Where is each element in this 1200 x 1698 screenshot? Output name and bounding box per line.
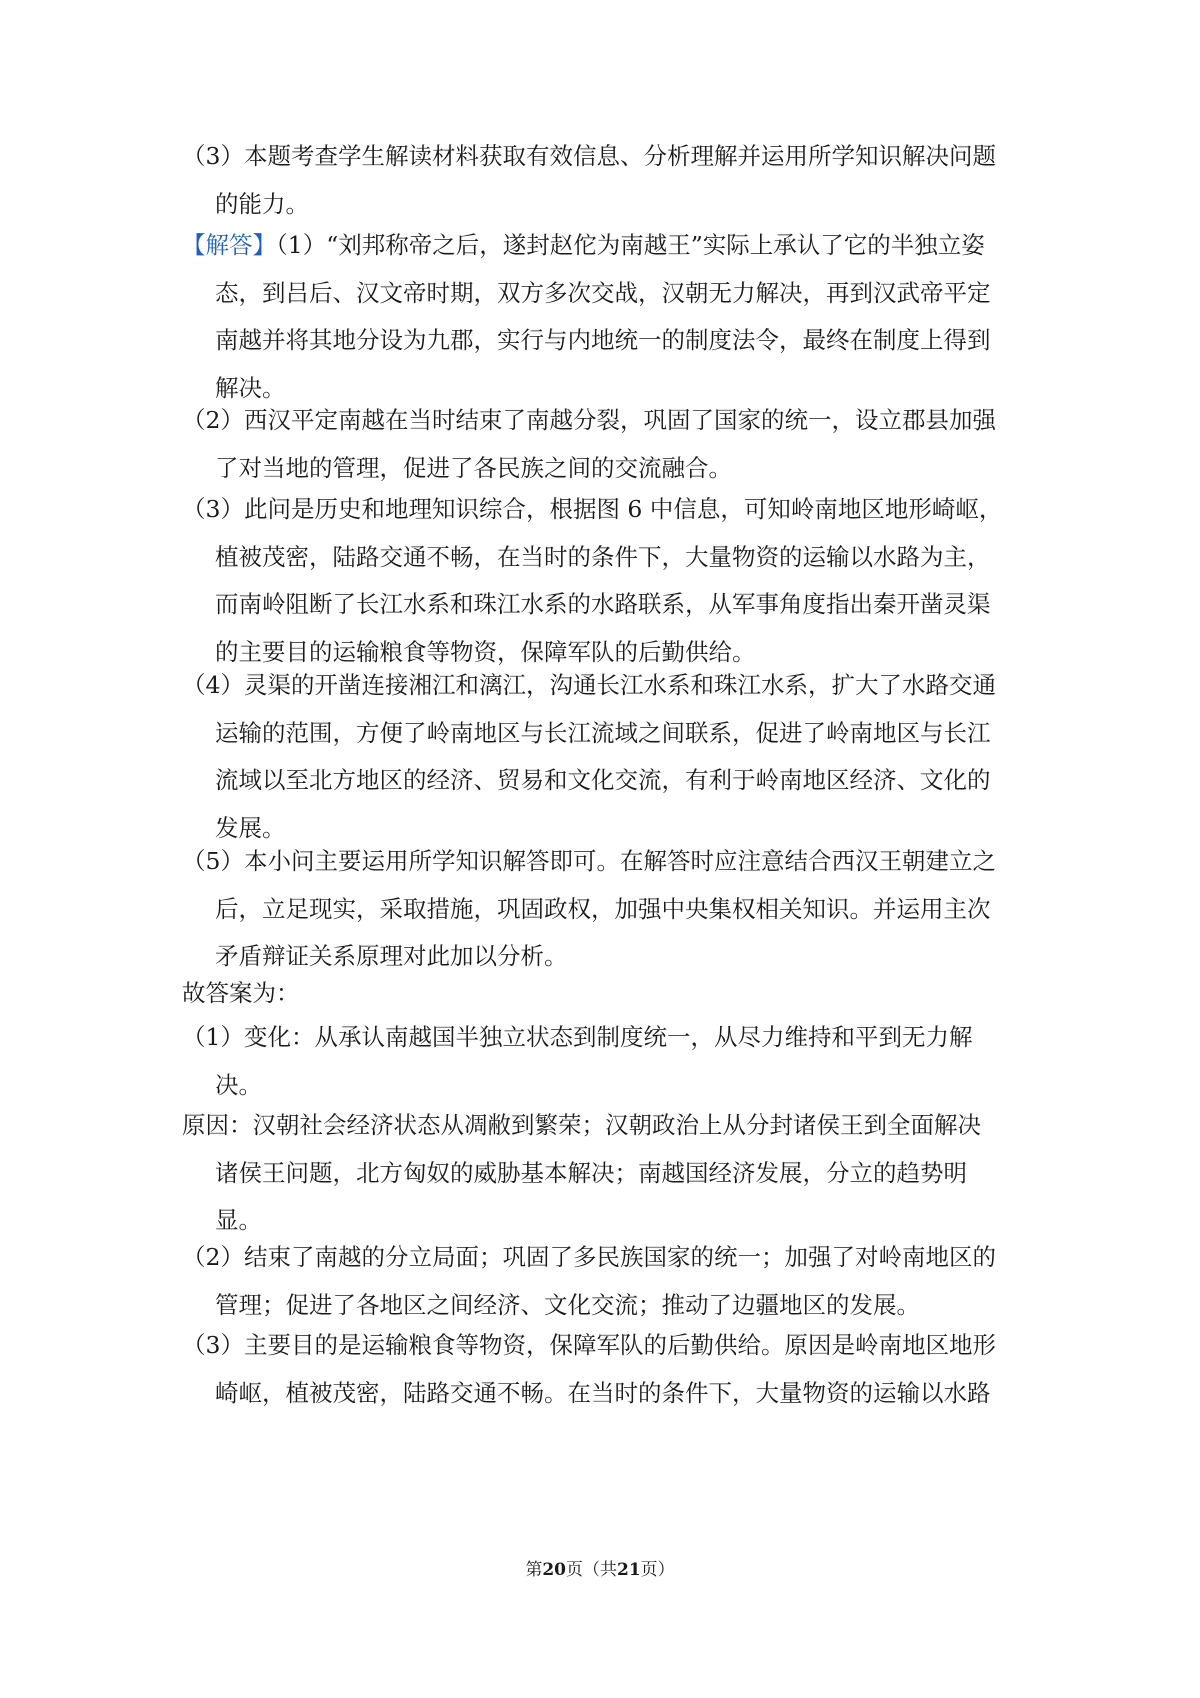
paragraph-answer-3 <box>182 486 1032 676</box>
footer-prefix: 第 <box>525 1560 543 1580</box>
current-page-number: 20 <box>542 1560 566 1580</box>
text-line: 态，到吕后、汉文帝时期，双方多次交战，汉朝无力解决，再到汉武帝平定 <box>215 278 991 307</box>
text-line: （1）变化：从承认南越国半独立状态到制度统一，从尽力维持和平到无力解 <box>182 1023 973 1051</box>
text-line: （3）此问是历史和地理知识综合，根据图 6 中信息，可知岭南地区地形崎岖， <box>182 495 1003 523</box>
text-line: 运输的范围，方便了岭南地区与长江流域之间联系，促进了岭南地区与长江 <box>215 718 991 747</box>
text-line: 诸侯王问题，北方匈奴的威胁基本解决；南越国经济发展，分立的趋势明 <box>215 1158 967 1187</box>
text-line: （2）西汉平定南越在当时结束了南越分裂，巩固了国家的统一，设立郡县加强 <box>182 406 996 434</box>
text-line: （2）结束了南越的分立局面；巩固了多民族国家的统一；加强了对岭南地区的 <box>182 1243 996 1271</box>
footer-suffix: 页） <box>640 1560 675 1580</box>
footer-middle: 页（共 <box>566 1560 617 1580</box>
text-line: 矛盾辩证关系原理对此加以分析。 <box>215 942 568 970</box>
paragraph-answer-2 <box>182 397 1032 492</box>
text-line: 管理；促进了各地区之间经济、文化交流；推动了边疆地区的发展。 <box>215 1290 920 1319</box>
paragraph-analysis-3 <box>182 133 1032 228</box>
text-line: 显。 <box>215 1206 262 1234</box>
paragraph-final-2 <box>182 1234 1032 1329</box>
paragraph-answer-5 <box>182 838 1032 981</box>
text-line: 后，立足现实，采取措施，巩固政权，加强中央集权相关知识。并运用主次 <box>215 894 991 923</box>
paragraph-final-3 <box>182 1322 1032 1417</box>
paragraph-final-reason <box>182 1102 1032 1245</box>
text-line: 故答案为： <box>182 979 300 1007</box>
text-line: （5）本小问主要运用所学知识解答即可。在解答时应注意结合西汉王朝建立之 <box>182 847 996 875</box>
page-footer <box>0 1555 1200 1580</box>
text-line: 原因：汉朝社会经济状态从凋敝到繁荣；汉朝政治上从分封诸侯王到全面解决 <box>182 1111 981 1139</box>
text-line: （3）本题考查学生解读材料获取有效信息、分析理解并运用所学知识解决问题 <box>182 142 996 170</box>
text-line: 决。 <box>215 1070 262 1099</box>
text-line: （4）灵渠的开凿连接湘江和漓江，沟通长江水系和珠江水系，扩大了水路交通 <box>182 671 996 699</box>
paragraph-answer-4 <box>182 662 1032 852</box>
text-line: 流域以至北方地区的经济、贸易和文化交流，有利于岭南地区经济、文化的 <box>215 766 991 794</box>
paragraph-final-1 <box>182 1014 1032 1109</box>
total-pages-number: 21 <box>617 1560 641 1580</box>
text-line: 发展。 <box>215 813 286 842</box>
text-line: 植被茂密，陆路交通不畅，在当时的条件下，大量物资的运输以水路为主， <box>215 542 991 571</box>
text-line-rest: （1）“刘邦称帝之后，遂封赵佗为南越王”实际上承认了它的半独立姿 <box>276 231 985 259</box>
text-line: （3）主要目的是运输粮食等物资，保障军队的后勤供给。原因是岭南地区地形 <box>182 1331 996 1359</box>
text-line: 的主要目的运输粮食等物资，保障军队的后勤供给。 <box>215 637 756 666</box>
text-line: 南越并将其地分设为九郡，实行与内地统一的制度法令，最终在制度上得到 <box>215 326 991 354</box>
text-line <box>182 222 1032 270</box>
text-line: 了对当地的管理，促进了各民族之间的交流融合。 <box>215 453 732 482</box>
text-line: 的能力。 <box>215 189 309 218</box>
text-line: 解决。 <box>215 373 286 402</box>
text-line: 而南岭阻断了长江水系和珠江水系的水路联系，从军事角度指出秦开凿灵渠 <box>215 590 991 618</box>
paragraph-answer-intro <box>182 970 1032 1018</box>
paragraph-answer-1 <box>182 222 1032 412</box>
answer-tag: 【解答】 <box>182 231 276 259</box>
text-line: 崎岖，植被茂密，陆路交通不畅。在当时的条件下，大量物资的运输以水路 <box>215 1378 991 1407</box>
